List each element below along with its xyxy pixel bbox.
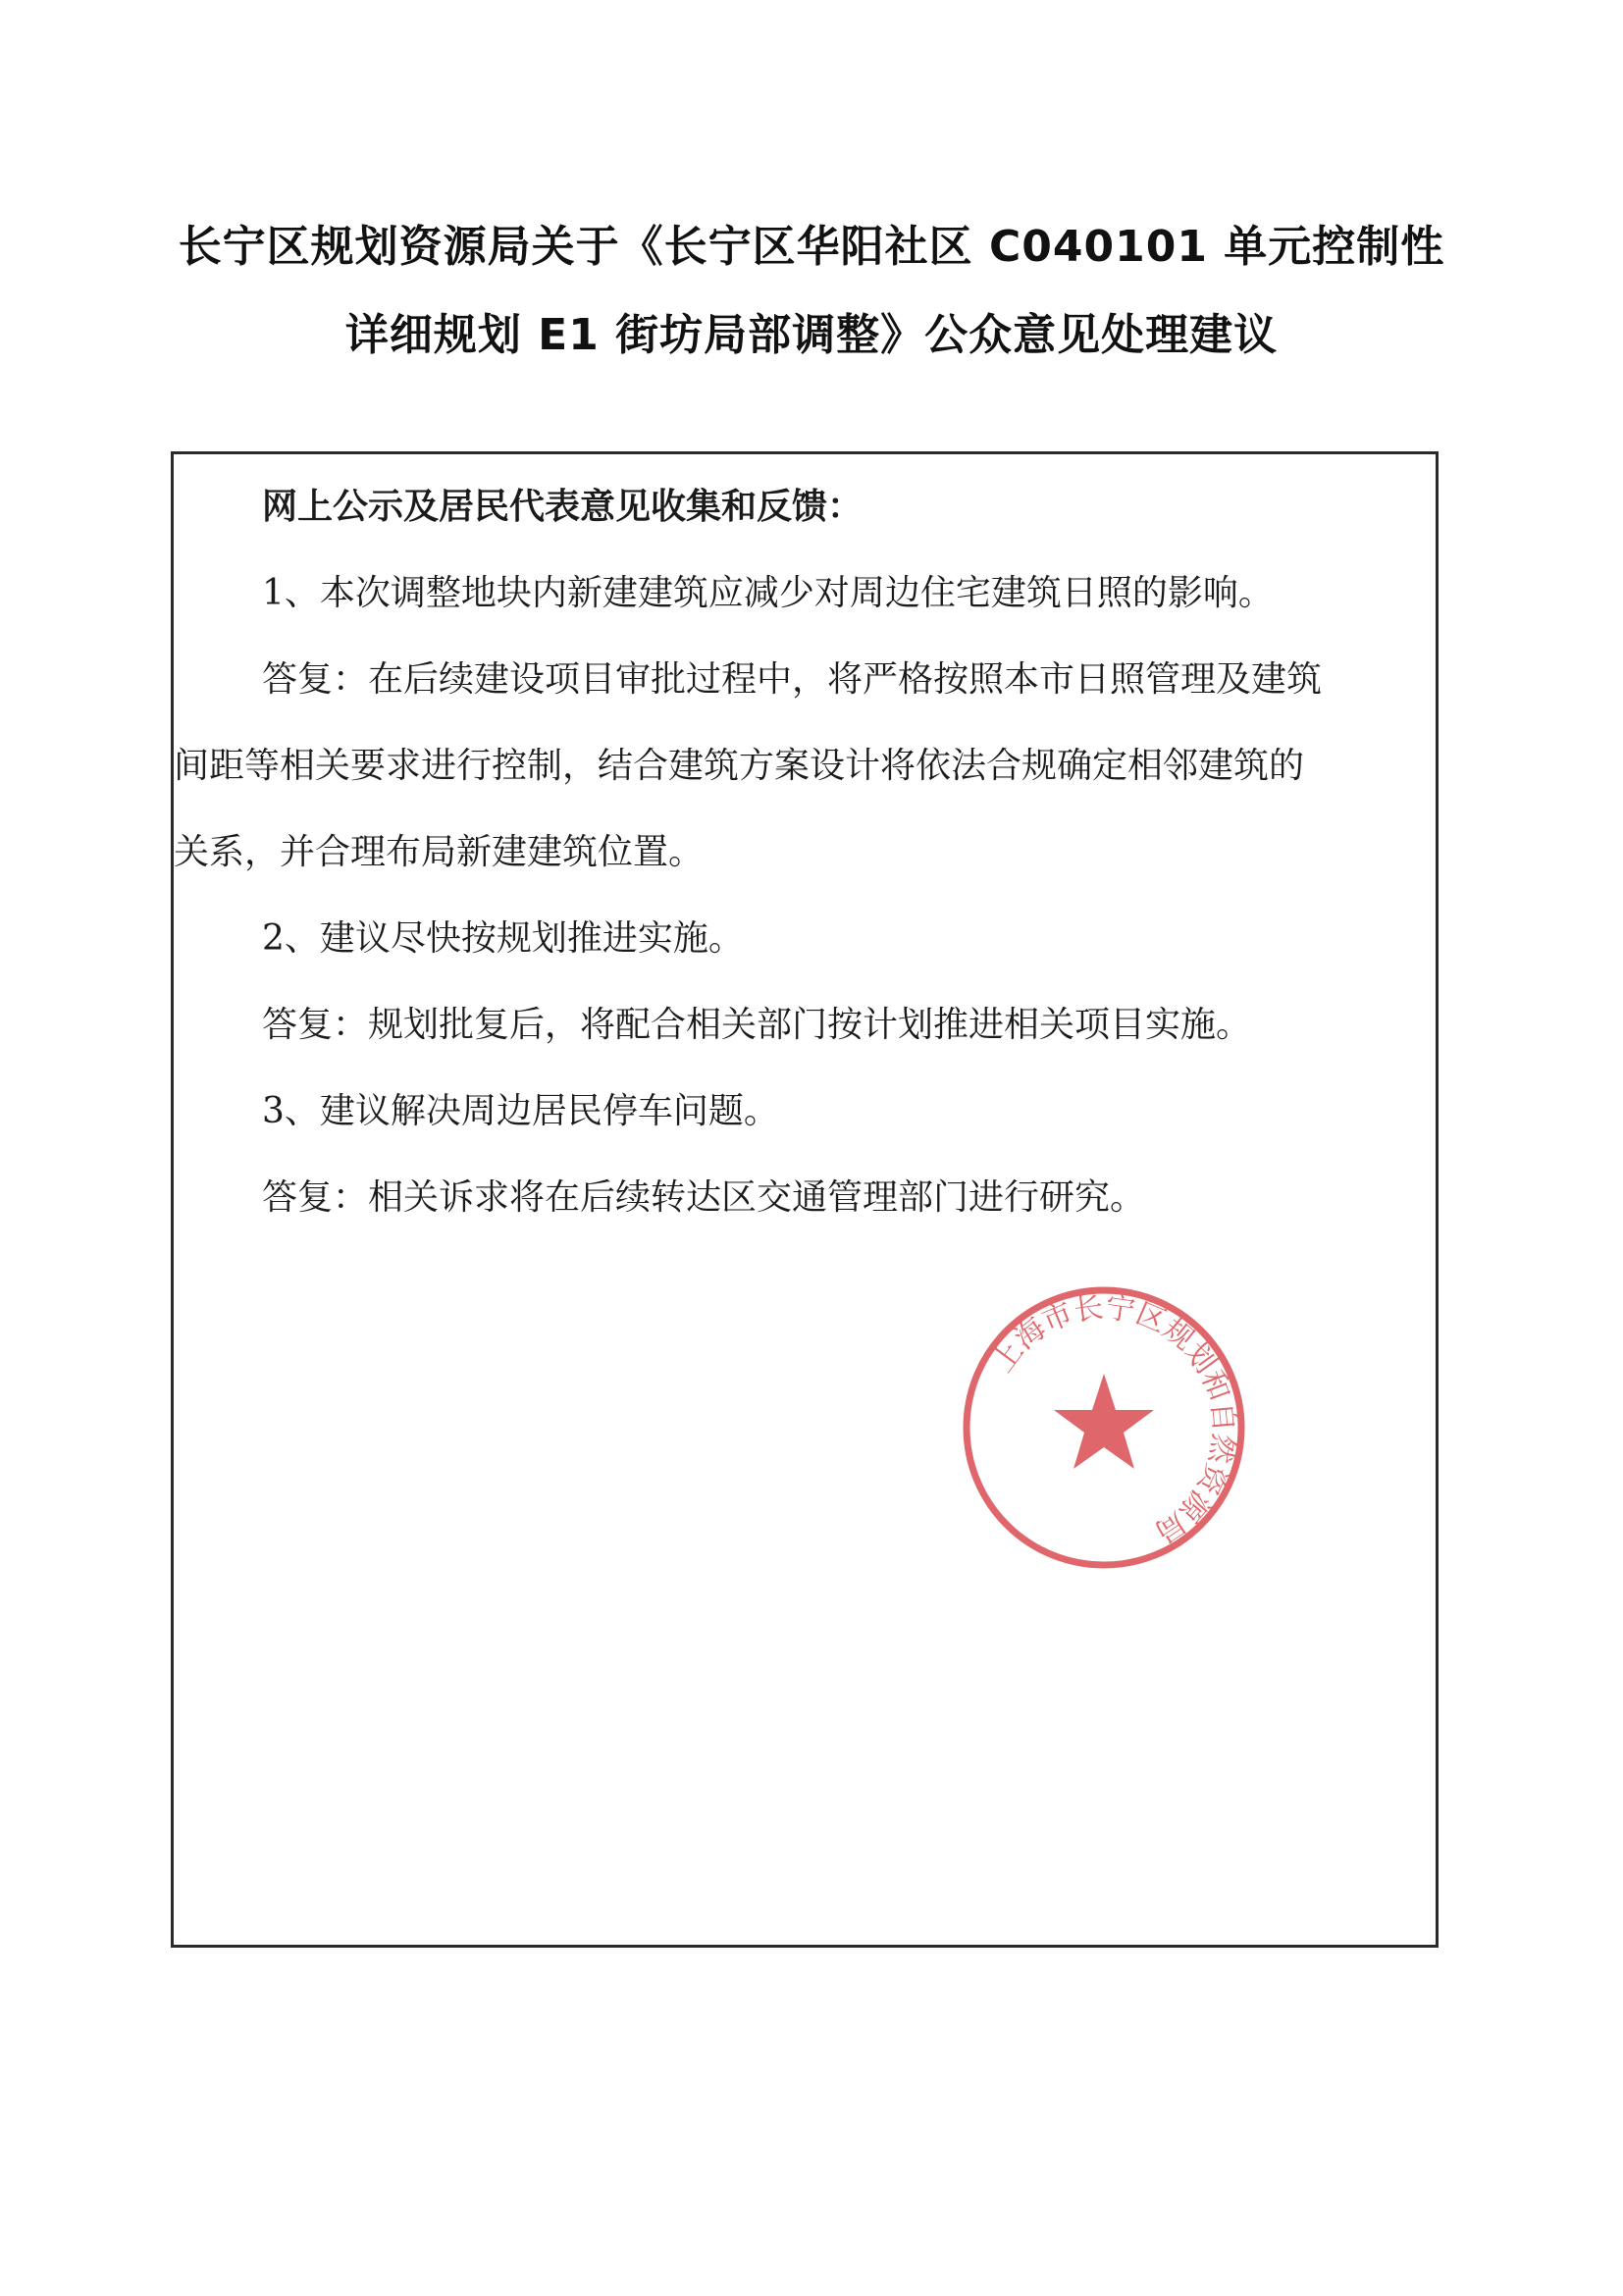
opinion-2: 2、建议尽快按规划推进实施。 — [262, 918, 744, 959]
reply-2: 答复：规划批复后，将配合相关部门按计划推进相关项目实施。 — [262, 1005, 1252, 1045]
opinion-box — [171, 451, 1439, 1948]
opinion-3: 3、建议解决周边居民停车问题。 — [262, 1091, 779, 1131]
reply-3: 答复：相关诉求将在后续转达区交通管理部门进行研究。 — [262, 1177, 1146, 1218]
seal-text-path: 上海市长宁区规划和自然资源局 — [985, 1290, 1241, 1549]
opinion-1: 1、本次调整地块内新建建筑应减少对周边住宅建筑日照的影响。 — [262, 573, 1274, 613]
document-title-line-1: 长宁区规划资源局关于《长宁区华阳社区 C040101 单元控制性 — [178, 222, 1445, 272]
document-title-line-2: 详细规划 E1 街坊局部调整》公众意见处理建议 — [344, 310, 1279, 360]
official-seal — [957, 1280, 1251, 1575]
box-heading: 网上公示及居民代表意见收集和反馈： — [262, 487, 864, 527]
reply-1-line-1: 答复：在后续建设项目审批过程中，将严格按照本市日照管理及建筑 — [262, 659, 1323, 700]
reply-1-line-2: 间距等相关要求进行控制，结合建筑方案设计将依法合规确定相邻建筑的 — [174, 746, 1305, 786]
reply-1-line-3: 关系，并合理布局新建建筑位置。 — [174, 832, 705, 872]
seal-star-icon — [1054, 1374, 1154, 1469]
reply-1 — [174, 637, 1430, 896]
